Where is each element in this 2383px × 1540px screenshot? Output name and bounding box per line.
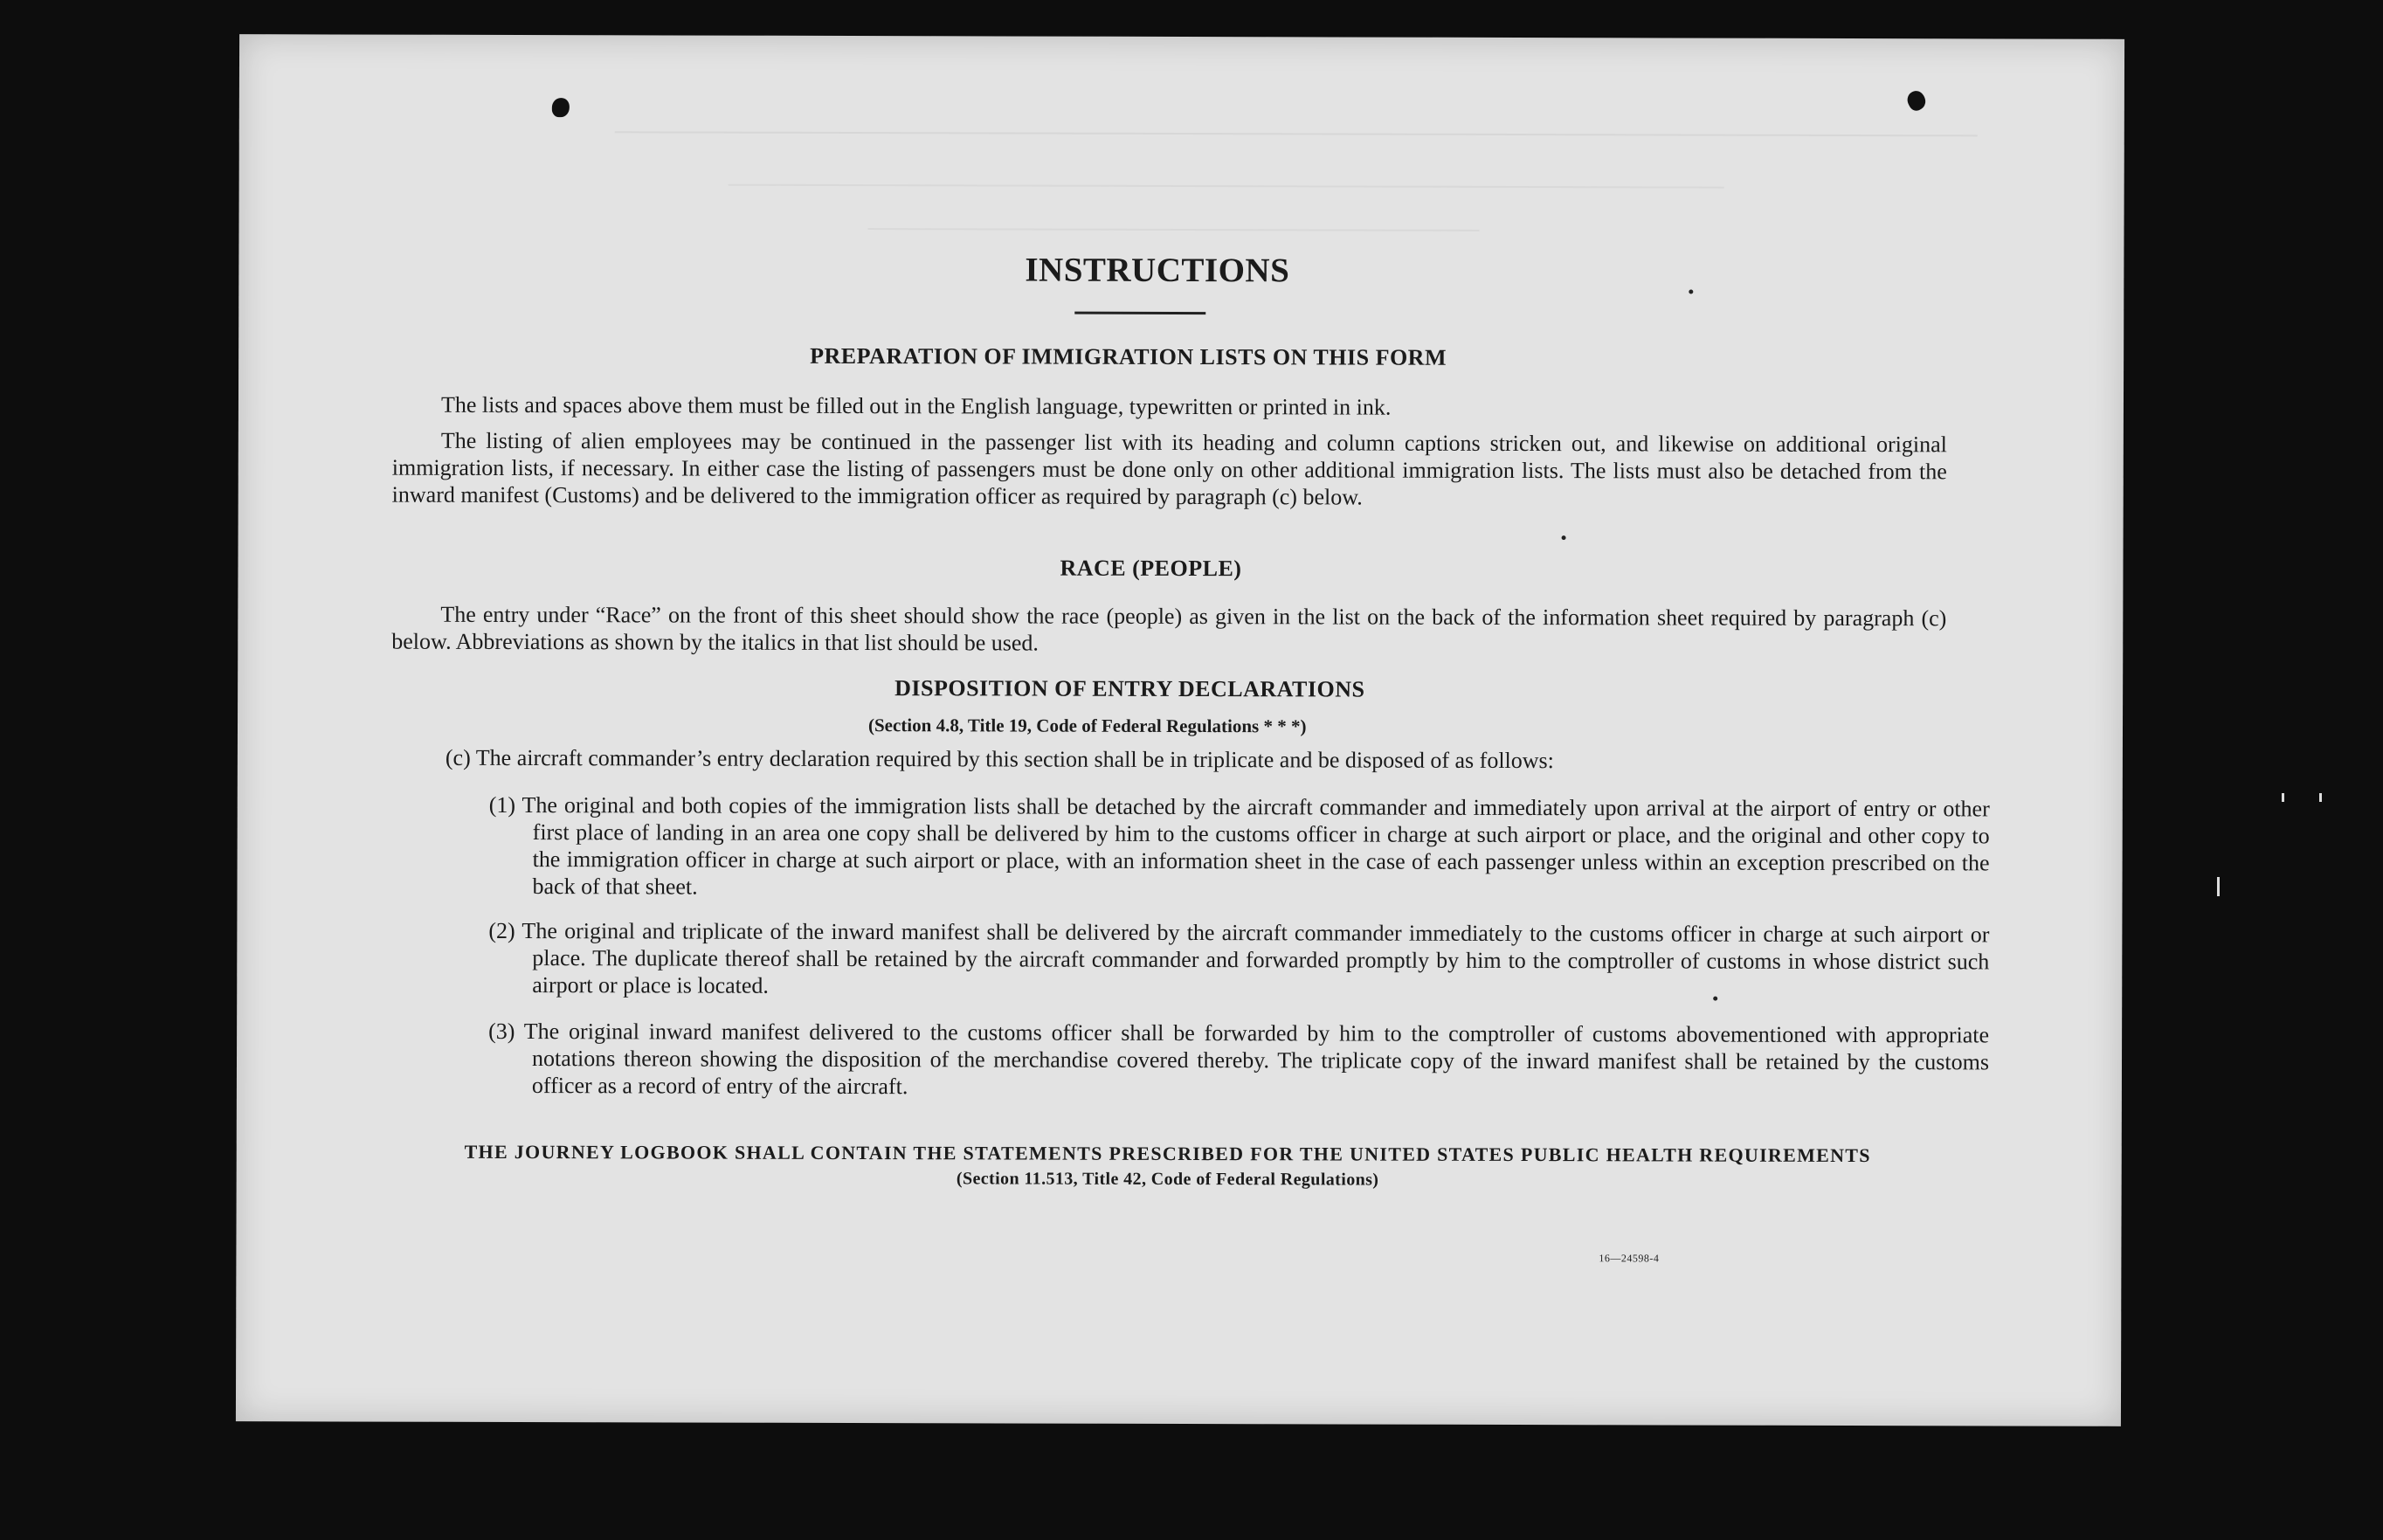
- footer-requirement: THE JOURNEY LOGBOOK SHALL CONTAIN THE STATEMENTS PRESCRIBED FOR THE UNITED STATES PUBLIC HEALTH REQUIREMENTS: [464, 1140, 1871, 1167]
- paper-speck: [1562, 535, 1566, 540]
- margin-mark: [2282, 793, 2284, 802]
- section-heading-disposition: DISPOSITION OF ENTRY DECLARATIONS: [894, 675, 1365, 702]
- section-heading-race: RACE (PEOPLE): [1060, 555, 1242, 582]
- disposition-intro: (c) The aircraft commander’s entry declaration required by this section shall be in triplicate and be disposed of as follows:: [445, 744, 1554, 774]
- document-page: [236, 34, 2124, 1426]
- bleed-through-text: [729, 184, 1724, 210]
- punch-hole-left: [552, 98, 570, 117]
- disposition-citation: (Section 4.8, Title 19, Code of Federal Regulations * * *): [867, 715, 1307, 737]
- disposition-item-3: (3) The original inward manifest delivered to the customs officer shall be forwarded by him to the comptroller of customs abovementioned with appropriate notations thereon showing the disposition of the merchandise covered thereby. The triplicate copy of the inward manifest shall be retained by the customs officer as a record of entry of the aircraft.: [488, 1018, 1990, 1100]
- bleed-through-text: [615, 131, 1978, 159]
- margin-mark: [2319, 793, 2322, 802]
- punch-hole-right: [1904, 88, 1929, 114]
- section-heading-preparation: PREPARATION OF IMMIGRATION LISTS ON THIS FORM: [810, 342, 1447, 370]
- margin-mark: [2217, 877, 2220, 896]
- disposition-item-1: (1) The original and both copies of the immigration lists shall be detached by the aircraft commander and immediately upon arrival at the airport of entry or other first place of landing in an area one copy shall be delivered by him to the customs officer in charge at such airport or place, and the original and other copy to the immigration officer in charge at such airport or place, with an information sheet in the case of each passenger unless within an exception prescribed on the back of that sheet.: [488, 791, 1990, 900]
- race-paragraph: The entry under “Race” on the front of this sheet should show the race (people) as given in the list on the back of the information sheet required by paragraph (c) below. Abbreviations as shown by the italics in that list should be used.: [391, 601, 1947, 656]
- disposition-item-2: (2) The original and triplicate of the inward manifest shall be delivered by the aircraft commander immediately to the customs officer in charge at such airport or place. The duplicate thereof shall be retained by the aircraft commander and forwarded promptly by him to the comptroller of customs in whose district such airport or place is located.: [488, 917, 1990, 998]
- page-title: INSTRUCTIONS: [1025, 251, 1290, 290]
- footer-citation: (Section 11.513, Title 42, Code of Federal Regulations): [956, 1169, 1379, 1190]
- bleed-through-text: [867, 228, 1479, 252]
- form-number: 16—24598-4: [1599, 1252, 1660, 1265]
- preparation-paragraph-1: The lists and spaces above them must be filled out in the English language, typewritten or printed in ink.: [440, 391, 1392, 420]
- preparation-paragraph-2: The listing of alien employees may be continued in the passenger list with its heading and column captions stricken out, and likewise on additional original immigration lists, if necessary. In either case the listing of passengers must be done only on other additional immigration lists. The lists must also be detached from the inward manifest (Customs) and be delivered to the immigration officer as required by paragraph (c) below.: [391, 427, 1947, 510]
- title-underline: [1074, 312, 1205, 314]
